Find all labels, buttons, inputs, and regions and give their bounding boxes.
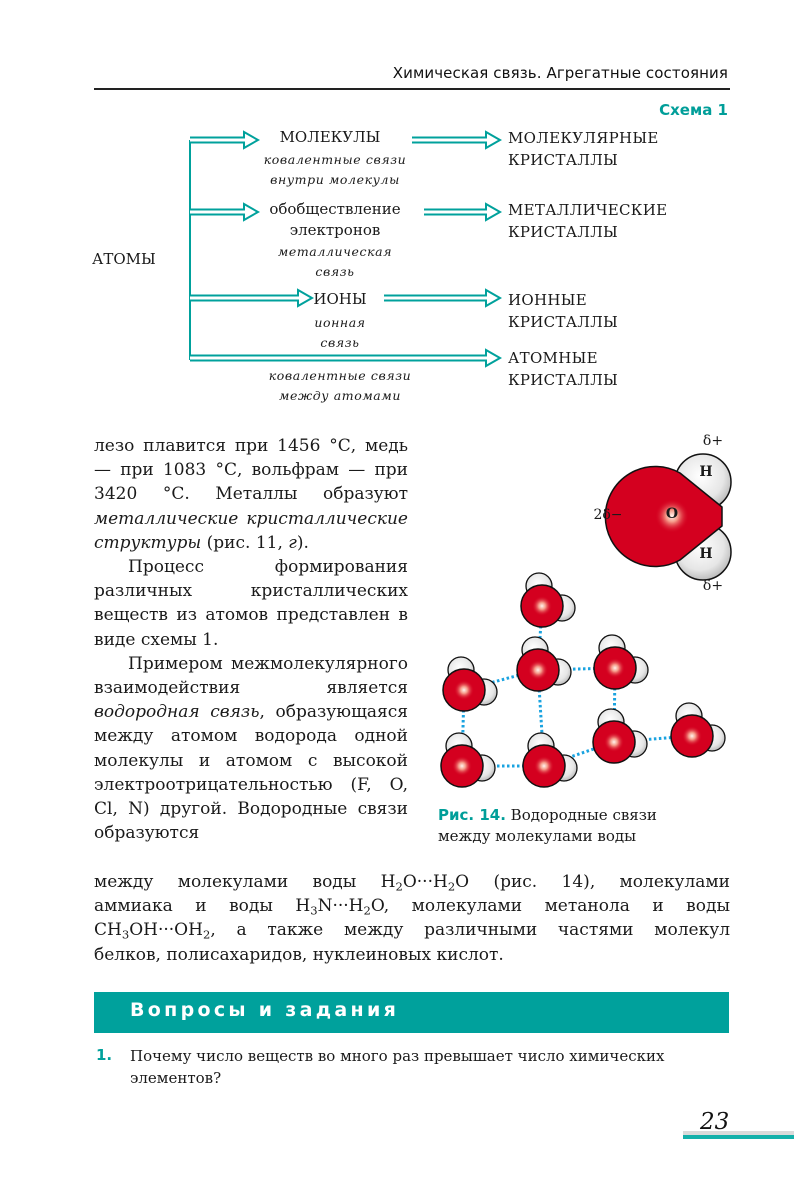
result-line: МОЛЕКУЛЯРНЫЕ bbox=[508, 129, 659, 147]
oxygen-glow bbox=[532, 596, 552, 616]
text-run: O (рис. 14), молекулами bbox=[455, 872, 730, 892]
water-molecule bbox=[594, 635, 648, 689]
text-run: аммиака и воды H bbox=[94, 896, 311, 917]
oxygen-glow bbox=[528, 660, 548, 680]
subscript: 3 bbox=[121, 927, 130, 942]
result-line: КРИСТАЛЛЫ bbox=[508, 223, 619, 241]
bond-line: ковалентные связи bbox=[268, 368, 412, 383]
bond-line: связь bbox=[320, 335, 360, 350]
text-run: между молекулами воды H bbox=[94, 872, 396, 892]
electron-sharing-label bbox=[255, 199, 415, 241]
text-line bbox=[94, 870, 730, 894]
text-run: O, молекулами метанола и воды bbox=[370, 896, 730, 917]
caption-line bbox=[438, 805, 738, 826]
bond-line: связь bbox=[315, 264, 355, 279]
bond-line: ионная bbox=[314, 315, 366, 330]
arrow-to-electron-sharing bbox=[190, 204, 258, 220]
text-run: N···H bbox=[317, 896, 364, 917]
arrow-to-ionic-crystals bbox=[384, 290, 500, 306]
page-number: 23 bbox=[700, 1109, 730, 1135]
bond-line: металлическая bbox=[277, 244, 393, 259]
oxygen-symbol: O bbox=[665, 506, 679, 522]
paragraph-metals bbox=[94, 434, 408, 555]
arrow-to-molecular-crystals bbox=[412, 132, 500, 148]
left-column-text bbox=[94, 434, 408, 845]
scheme-label: Схема 1 bbox=[659, 101, 728, 119]
text-run: O···H bbox=[402, 872, 448, 892]
bond-line: внутри молекулы bbox=[270, 172, 400, 187]
arrow-to-ions bbox=[190, 290, 312, 306]
text-run: CH bbox=[94, 920, 122, 941]
result-line: АТОМНЫЕ bbox=[508, 349, 598, 367]
paragraph-hydrogen-bond bbox=[94, 652, 408, 846]
oxygen-glow bbox=[452, 756, 472, 776]
ionic-bond-label bbox=[290, 313, 390, 353]
middle-line: электронов bbox=[289, 221, 381, 239]
result-line: МЕТАЛЛИЧЕСКИЕ bbox=[508, 201, 668, 219]
result-line: КРИСТАЛЛЫ bbox=[508, 151, 619, 169]
question-number: 1. bbox=[96, 1046, 113, 1064]
water-molecule bbox=[443, 657, 497, 711]
molecules-label: МОЛЕКУЛЫ bbox=[279, 128, 381, 146]
water-molecule bbox=[671, 703, 725, 757]
scheme-diagram bbox=[0, 0, 794, 420]
charge-hydrogen-bottom: δ+ bbox=[702, 578, 724, 594]
subscript: 2 bbox=[202, 927, 211, 942]
emphasis: г bbox=[288, 532, 297, 553]
text-line bbox=[94, 894, 730, 918]
hydrogen-symbol-top: H bbox=[699, 464, 713, 480]
atoms-label: АТОМЫ bbox=[92, 250, 156, 268]
covalent-inside-label bbox=[250, 150, 420, 190]
caption-line: между молекулами воды bbox=[438, 827, 637, 845]
covalent-between-label bbox=[255, 366, 425, 406]
questions-title: Вопросы и задания bbox=[130, 999, 400, 1021]
hydrogen-symbol-bottom: H bbox=[699, 546, 713, 562]
arrow-to-molecules bbox=[190, 132, 258, 148]
oxygen-glow bbox=[682, 726, 702, 746]
text-run: лезо плавится при 1456 °С, медь — при 1083 °С, вольфрам — при 3420 °С. Металлы образуют bbox=[94, 436, 408, 505]
full-width-text bbox=[94, 870, 730, 967]
atomic-crystals-label bbox=[508, 347, 618, 391]
arrow-to-metallic-crystals bbox=[424, 204, 500, 220]
oxygen-glow bbox=[605, 658, 625, 678]
charge-oxygen: 2δ− bbox=[593, 507, 623, 523]
page-number-accent bbox=[683, 1135, 794, 1139]
ions-label: ИОНЫ bbox=[313, 290, 367, 308]
text-line bbox=[94, 918, 730, 942]
ionic-crystals-label bbox=[508, 289, 618, 333]
emphasis: водородная связь bbox=[94, 702, 260, 723]
charge-hydrogen-top: δ+ bbox=[702, 433, 724, 449]
result-line: КРИСТАЛЛЫ bbox=[508, 313, 619, 331]
question-text: Почему число веществ во много раз превышает число химических элементов? bbox=[130, 1047, 665, 1087]
paragraph-scheme-ref: Процесс формирования различных кристаллических веществ из атомов представлен в виде схемы 1. bbox=[94, 557, 408, 650]
subscript: 3 bbox=[310, 903, 318, 918]
bond-line: между атомами bbox=[279, 388, 401, 403]
text-run: OH···OH bbox=[129, 920, 203, 941]
text-run: (рис. 11, bbox=[201, 532, 289, 553]
water-molecule bbox=[517, 637, 571, 691]
text-line: белков, полисахаридов, нуклеиновых кислот. bbox=[94, 944, 504, 965]
figure-caption bbox=[438, 805, 738, 847]
text-run: , а также между различными частями молекул bbox=[210, 920, 730, 941]
bond-line: ковалентные связи bbox=[263, 152, 407, 167]
oxygen-glow bbox=[604, 732, 624, 752]
water-molecule bbox=[521, 573, 575, 627]
metallic-bond-label bbox=[260, 242, 410, 282]
caption-text: Водородные связи bbox=[510, 806, 657, 824]
molecular-crystals-label bbox=[508, 127, 659, 171]
water-molecule bbox=[523, 733, 577, 787]
result-line: КРИСТАЛЛЫ bbox=[508, 371, 619, 389]
result-line: ИОННЫЕ bbox=[508, 291, 588, 309]
subscript: 2 bbox=[363, 903, 371, 918]
caption-number: Рис. 14. bbox=[438, 806, 506, 824]
oxygen-glow bbox=[534, 756, 554, 776]
water-molecule bbox=[441, 733, 495, 787]
subscript: 2 bbox=[447, 879, 456, 894]
water-molecule bbox=[593, 709, 647, 763]
running-header: Химическая связь. Агрегатные состояния bbox=[392, 64, 728, 82]
text-run: ). bbox=[296, 532, 309, 553]
emphasis: металлические кристаллические структуры bbox=[94, 508, 408, 553]
text-run: Примером межмолекулярного взаимодействия является bbox=[94, 653, 408, 699]
middle-line: обобществление bbox=[269, 200, 401, 218]
subscript: 2 bbox=[395, 879, 403, 894]
text-run: , образующаяся между атомом водорода одной молекулы и атомом с высокой электроотрицательностью (F, O, Cl, N) другой. Водородные связи образуются bbox=[94, 702, 408, 844]
figure-14 bbox=[420, 420, 750, 860]
metallic-crystals-label bbox=[508, 199, 667, 243]
oxygen-glow bbox=[454, 680, 474, 700]
